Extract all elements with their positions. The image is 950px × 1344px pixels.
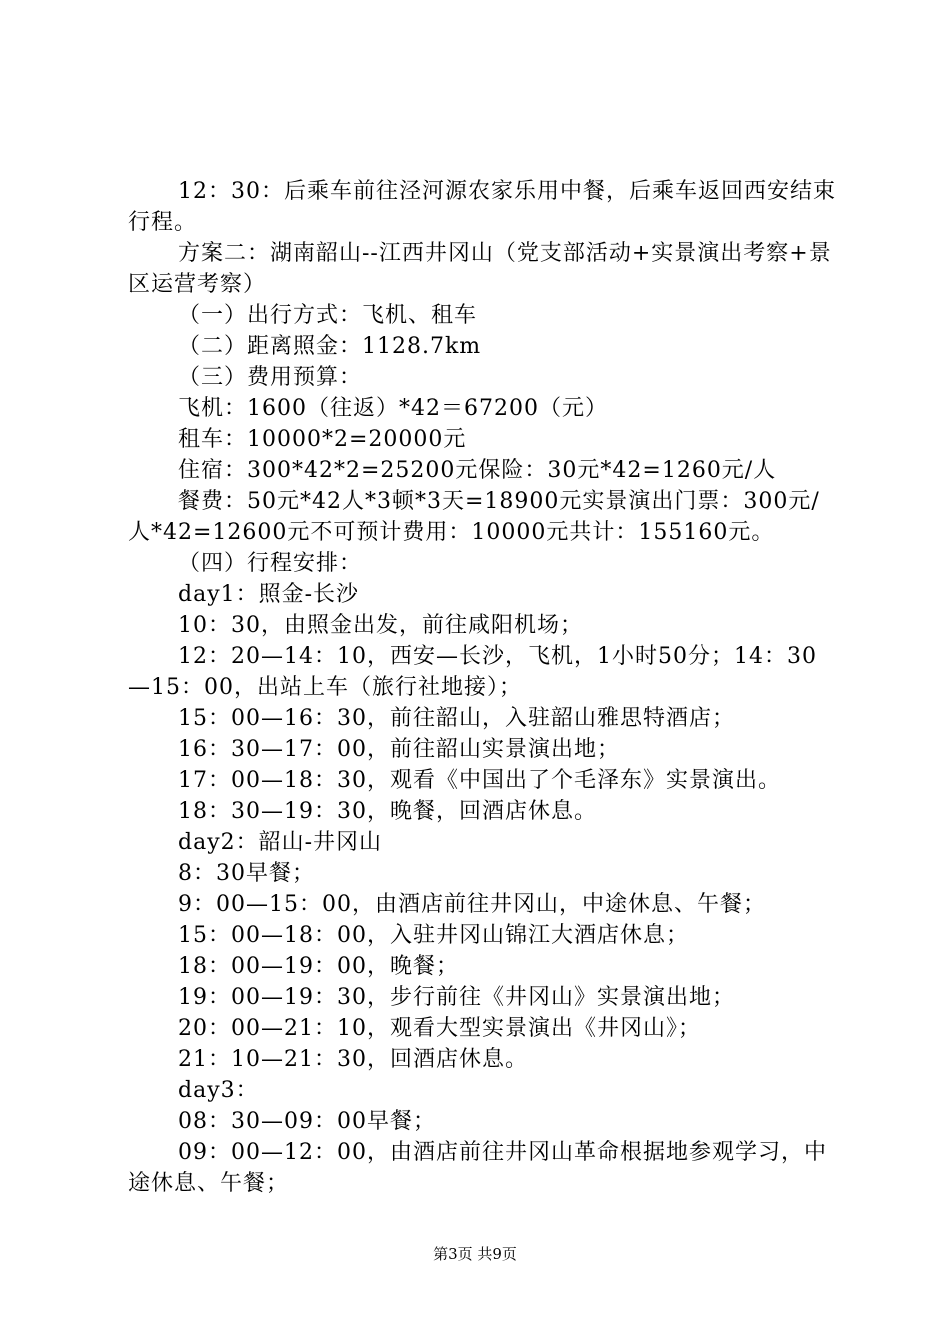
paragraph-distance: （二）距离照金：1128.7km bbox=[178, 334, 482, 359]
schedule-item: 10：30，由照金出发，前往咸阳机场； bbox=[178, 613, 583, 638]
paragraph-lodging-insurance: 住宿：300*42*2=25200元保险：30元*42=1260元/人 bbox=[178, 458, 777, 483]
page-number-footer: 第3页 共9页 bbox=[433, 1245, 517, 1263]
schedule-item: 20：00—21：10，观看大型实景演出《井冈山》； bbox=[178, 1016, 701, 1041]
schedule-item: 18：00—19：00，晚餐； bbox=[178, 954, 459, 979]
paragraph-day3-title: day3： bbox=[178, 1078, 259, 1103]
document-body bbox=[128, 176, 838, 1199]
paragraph-car-rental: 租车：10000*2=20000元 bbox=[178, 427, 467, 452]
schedule-item: 8：30早餐； bbox=[178, 861, 315, 886]
paragraph-budget-heading: （三）费用预算： bbox=[178, 365, 363, 390]
schedule-item: 19：00—19：30，步行前往《井冈山》实景演出地； bbox=[178, 985, 735, 1010]
paragraph-day1-title: day1：照金-长沙 bbox=[178, 582, 360, 607]
paragraph-meals-total: 餐费：50元*42人*3顿*3天=18900元实景演出门票：300元/人*42=12600元不可预计费用：10000元共计：155160元。 bbox=[128, 489, 820, 545]
paragraph-plan-two-title: 方案二：湖南韶山--江西井冈山（党支部活动+实景演出考察+景区运营考察） bbox=[128, 241, 832, 297]
schedule-item: 21：10—21：30，回酒店休息。 bbox=[178, 1047, 528, 1072]
paragraph-airfare: 飞机：1600（往返）*42＝67200（元） bbox=[178, 396, 608, 421]
schedule-item: 9：00—15：00，由酒店前往井冈山，中途休息、午餐； bbox=[178, 892, 766, 917]
schedule-item: 15：00—16：30，前往韶山，入驻韶山雅思特酒店； bbox=[178, 706, 735, 731]
schedule-item: 17：00—18：30，观看《中国出了个毛泽东》实景演出。 bbox=[178, 768, 781, 793]
schedule-item: 18：30—19：30，晚餐，回酒店休息。 bbox=[178, 799, 597, 824]
schedule-item: 12：20—14：10，西安—长沙，飞机，1小时50分；14：30—15：00，出站上车（旅行社地接）； bbox=[128, 644, 817, 700]
paragraph-travel-mode: （一）出行方式：飞机、租车 bbox=[178, 303, 478, 328]
paragraph-day2-title: day2：韶山-井冈山 bbox=[178, 830, 383, 855]
schedule-item: 08：30—09：00早餐； bbox=[178, 1109, 436, 1134]
schedule-item: 15：00—18：00，入驻井冈山锦江大酒店休息； bbox=[178, 923, 689, 948]
paragraph-return-xian: 12：30：后乘车前往泾河源农家乐用中餐，后乘车返回西安结束行程。 bbox=[128, 179, 836, 235]
schedule-item: 09：00—12：00，由酒店前往井冈山革命根据地参观学习，中途休息、午餐； bbox=[128, 1140, 827, 1196]
paragraph-schedule-heading: （四）行程安排： bbox=[178, 551, 363, 576]
schedule-item: 16：30—17：00，前往韶山实景演出地； bbox=[178, 737, 620, 762]
